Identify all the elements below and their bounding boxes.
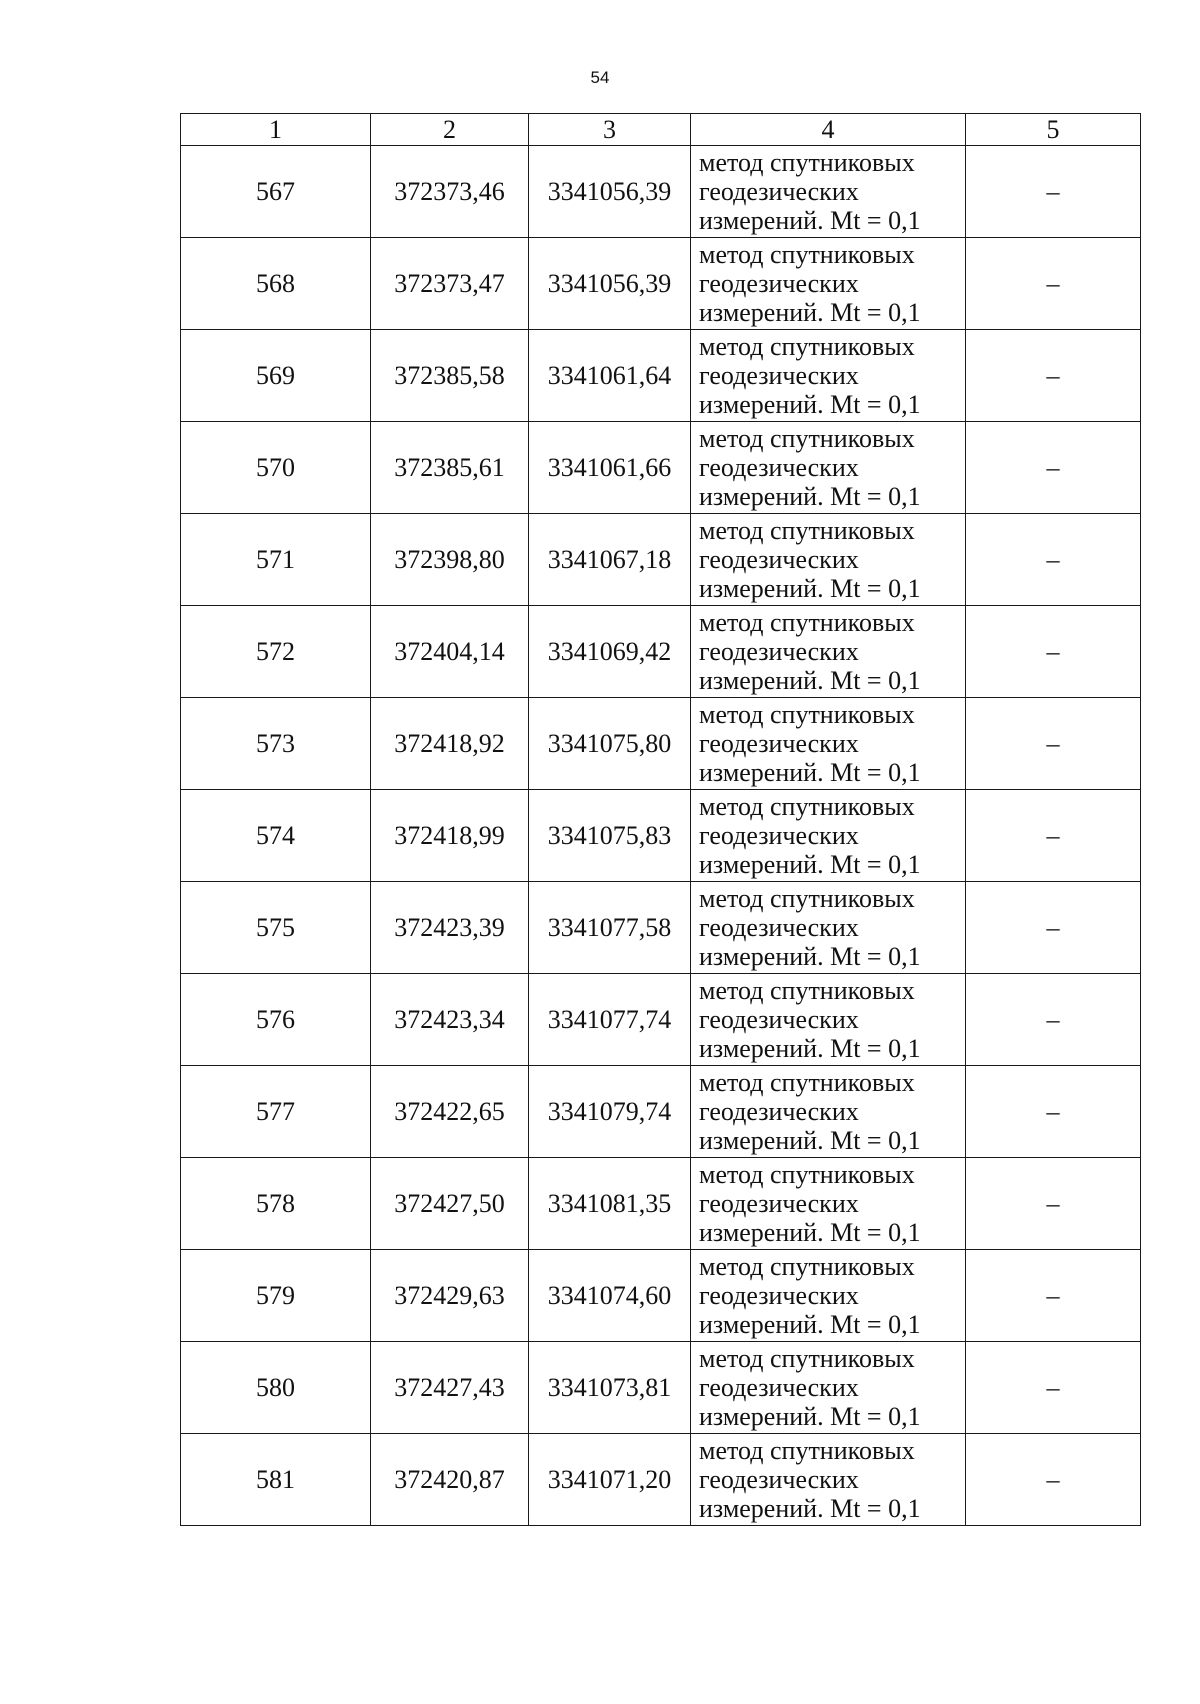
method-line: измерений. Mt = 0,1 (699, 1034, 921, 1063)
y-coordinate-cell: 3341069,42 (529, 606, 691, 698)
method-line: геодезических (699, 1189, 859, 1218)
table-row (181, 1342, 1141, 1434)
method-line: геодезических (699, 1005, 859, 1034)
x-coordinate-cell: 372418,92 (371, 698, 529, 790)
table-header (181, 114, 1141, 146)
y-coordinate-cell: 3341071,20 (529, 1434, 691, 1526)
method-line: геодезических (699, 361, 859, 390)
method-cell (691, 146, 966, 238)
method-cell (691, 606, 966, 698)
y-coordinate-cell: 3341075,83 (529, 790, 691, 882)
description-cell: – (966, 698, 1141, 790)
table-row (181, 974, 1141, 1066)
method-line: геодезических (699, 821, 859, 850)
method-line: измерений. Mt = 0,1 (699, 1402, 921, 1431)
y-coordinate-cell: 3341077,74 (529, 974, 691, 1066)
column-header-5: 5 (966, 114, 1141, 146)
x-coordinate-cell: 372385,58 (371, 330, 529, 422)
y-coordinate-cell: 3341061,66 (529, 422, 691, 514)
method-cell (691, 514, 966, 606)
method-cell (691, 1434, 966, 1526)
x-coordinate-cell: 372418,99 (371, 790, 529, 882)
point-number-cell: 579 (181, 1250, 371, 1342)
method-cell (691, 1250, 966, 1342)
description-cell: – (966, 1434, 1141, 1526)
table-row (181, 1066, 1141, 1158)
method-line: метод спутниковых (699, 332, 915, 361)
table-row (181, 606, 1141, 698)
table-body (181, 146, 1141, 1526)
x-coordinate-cell: 372423,39 (371, 882, 529, 974)
method-line: измерений. Mt = 0,1 (699, 1310, 921, 1339)
x-coordinate-cell: 372385,61 (371, 422, 529, 514)
point-number-cell: 571 (181, 514, 371, 606)
description-cell: – (966, 1250, 1141, 1342)
x-coordinate-cell: 372420,87 (371, 1434, 529, 1526)
point-number-cell: 567 (181, 146, 371, 238)
y-coordinate-cell: 3341067,18 (529, 514, 691, 606)
method-line: измерений. Mt = 0,1 (699, 758, 921, 787)
point-number-cell: 577 (181, 1066, 371, 1158)
method-line: измерений. Mt = 0,1 (699, 298, 921, 327)
method-cell (691, 1066, 966, 1158)
x-coordinate-cell: 372398,80 (371, 514, 529, 606)
table-row (181, 698, 1141, 790)
method-cell (691, 422, 966, 514)
table-row (181, 1434, 1141, 1526)
method-cell (691, 974, 966, 1066)
method-cell (691, 698, 966, 790)
table-row (181, 238, 1141, 330)
point-number-cell: 576 (181, 974, 371, 1066)
column-header-3: 3 (529, 114, 691, 146)
point-number-cell: 572 (181, 606, 371, 698)
x-coordinate-cell: 372423,34 (371, 974, 529, 1066)
point-number-cell: 578 (181, 1158, 371, 1250)
x-coordinate-cell: 372373,46 (371, 146, 529, 238)
x-coordinate-cell: 372429,63 (371, 1250, 529, 1342)
method-line: геодезических (699, 453, 859, 482)
method-line: измерений. Mt = 0,1 (699, 390, 921, 419)
table-row (181, 1250, 1141, 1342)
description-cell: – (966, 514, 1141, 606)
y-coordinate-cell: 3341074,60 (529, 1250, 691, 1342)
x-coordinate-cell: 372373,47 (371, 238, 529, 330)
method-line: метод спутниковых (699, 424, 915, 453)
description-cell: – (966, 606, 1141, 698)
method-line: метод спутниковых (699, 884, 915, 913)
method-line: геодезических (699, 1373, 859, 1402)
header-row (181, 114, 1141, 146)
y-coordinate-cell: 3341056,39 (529, 146, 691, 238)
description-cell: – (966, 974, 1141, 1066)
table-row (181, 422, 1141, 514)
method-line: метод спутниковых (699, 608, 915, 637)
x-coordinate-cell: 372427,43 (371, 1342, 529, 1434)
point-number-cell: 570 (181, 422, 371, 514)
column-header-1: 1 (181, 114, 371, 146)
y-coordinate-cell: 3341073,81 (529, 1342, 691, 1434)
method-line: геодезических (699, 269, 859, 298)
description-cell: – (966, 146, 1141, 238)
point-number-cell: 575 (181, 882, 371, 974)
description-cell: – (966, 790, 1141, 882)
method-line: геодезических (699, 1281, 859, 1310)
y-coordinate-cell: 3341081,35 (529, 1158, 691, 1250)
y-coordinate-cell: 3341077,58 (529, 882, 691, 974)
column-header-4: 4 (691, 114, 966, 146)
method-line: метод спутниковых (699, 1252, 915, 1281)
method-cell (691, 1342, 966, 1434)
description-cell: – (966, 882, 1141, 974)
method-cell (691, 238, 966, 330)
point-number-cell: 581 (181, 1434, 371, 1526)
point-number-cell: 569 (181, 330, 371, 422)
y-coordinate-cell: 3341061,64 (529, 330, 691, 422)
description-cell: – (966, 422, 1141, 514)
point-number-cell: 574 (181, 790, 371, 882)
y-coordinate-cell: 3341075,80 (529, 698, 691, 790)
y-coordinate-cell: 3341056,39 (529, 238, 691, 330)
method-cell (691, 790, 966, 882)
method-line: геодезических (699, 729, 859, 758)
description-cell: – (966, 1342, 1141, 1434)
method-line: геодезических (699, 177, 859, 206)
method-line: метод спутниковых (699, 976, 915, 1005)
method-line: геодезических (699, 1097, 859, 1126)
description-cell: – (966, 238, 1141, 330)
x-coordinate-cell: 372404,14 (371, 606, 529, 698)
method-line: геодезических (699, 637, 859, 666)
method-line: измерений. Mt = 0,1 (699, 942, 921, 971)
column-header-2: 2 (371, 114, 529, 146)
table-row (181, 514, 1141, 606)
method-line: измерений. Mt = 0,1 (699, 1218, 921, 1247)
description-cell: – (966, 1158, 1141, 1250)
y-coordinate-cell: 3341079,74 (529, 1066, 691, 1158)
method-line: метод спутниковых (699, 700, 915, 729)
description-cell: – (966, 1066, 1141, 1158)
x-coordinate-cell: 372422,65 (371, 1066, 529, 1158)
method-line: измерений. Mt = 0,1 (699, 1126, 921, 1155)
method-line: измерений. Mt = 0,1 (699, 850, 921, 879)
table-row (181, 146, 1141, 238)
table-row (181, 790, 1141, 882)
method-line: геодезических (699, 913, 859, 942)
table-row (181, 882, 1141, 974)
method-line: геодезических (699, 1465, 859, 1494)
x-coordinate-cell: 372427,50 (371, 1158, 529, 1250)
page-number: 54 (590, 68, 610, 87)
method-line: метод спутниковых (699, 1068, 915, 1097)
method-line: метод спутниковых (699, 148, 915, 177)
table-row (181, 330, 1141, 422)
method-line: метод спутниковых (699, 1344, 915, 1373)
method-cell (691, 1158, 966, 1250)
point-number-cell: 568 (181, 238, 371, 330)
method-line: метод спутниковых (699, 1436, 915, 1465)
point-number-cell: 573 (181, 698, 371, 790)
method-line: геодезических (699, 545, 859, 574)
method-cell (691, 882, 966, 974)
method-line: метод спутниковых (699, 240, 915, 269)
method-line: измерений. Mt = 0,1 (699, 666, 921, 695)
method-line: измерений. Mt = 0,1 (699, 574, 921, 603)
method-line: метод спутниковых (699, 516, 915, 545)
method-line: метод спутниковых (699, 1160, 915, 1189)
method-line: измерений. Mt = 0,1 (699, 1494, 921, 1523)
method-line: измерений. Mt = 0,1 (699, 206, 921, 235)
method-line: измерений. Mt = 0,1 (699, 482, 921, 511)
point-number-cell: 580 (181, 1342, 371, 1434)
table-row (181, 1158, 1141, 1250)
method-cell (691, 330, 966, 422)
method-line: метод спутниковых (699, 792, 915, 821)
coordinates-table (180, 113, 1141, 1526)
description-cell: – (966, 330, 1141, 422)
